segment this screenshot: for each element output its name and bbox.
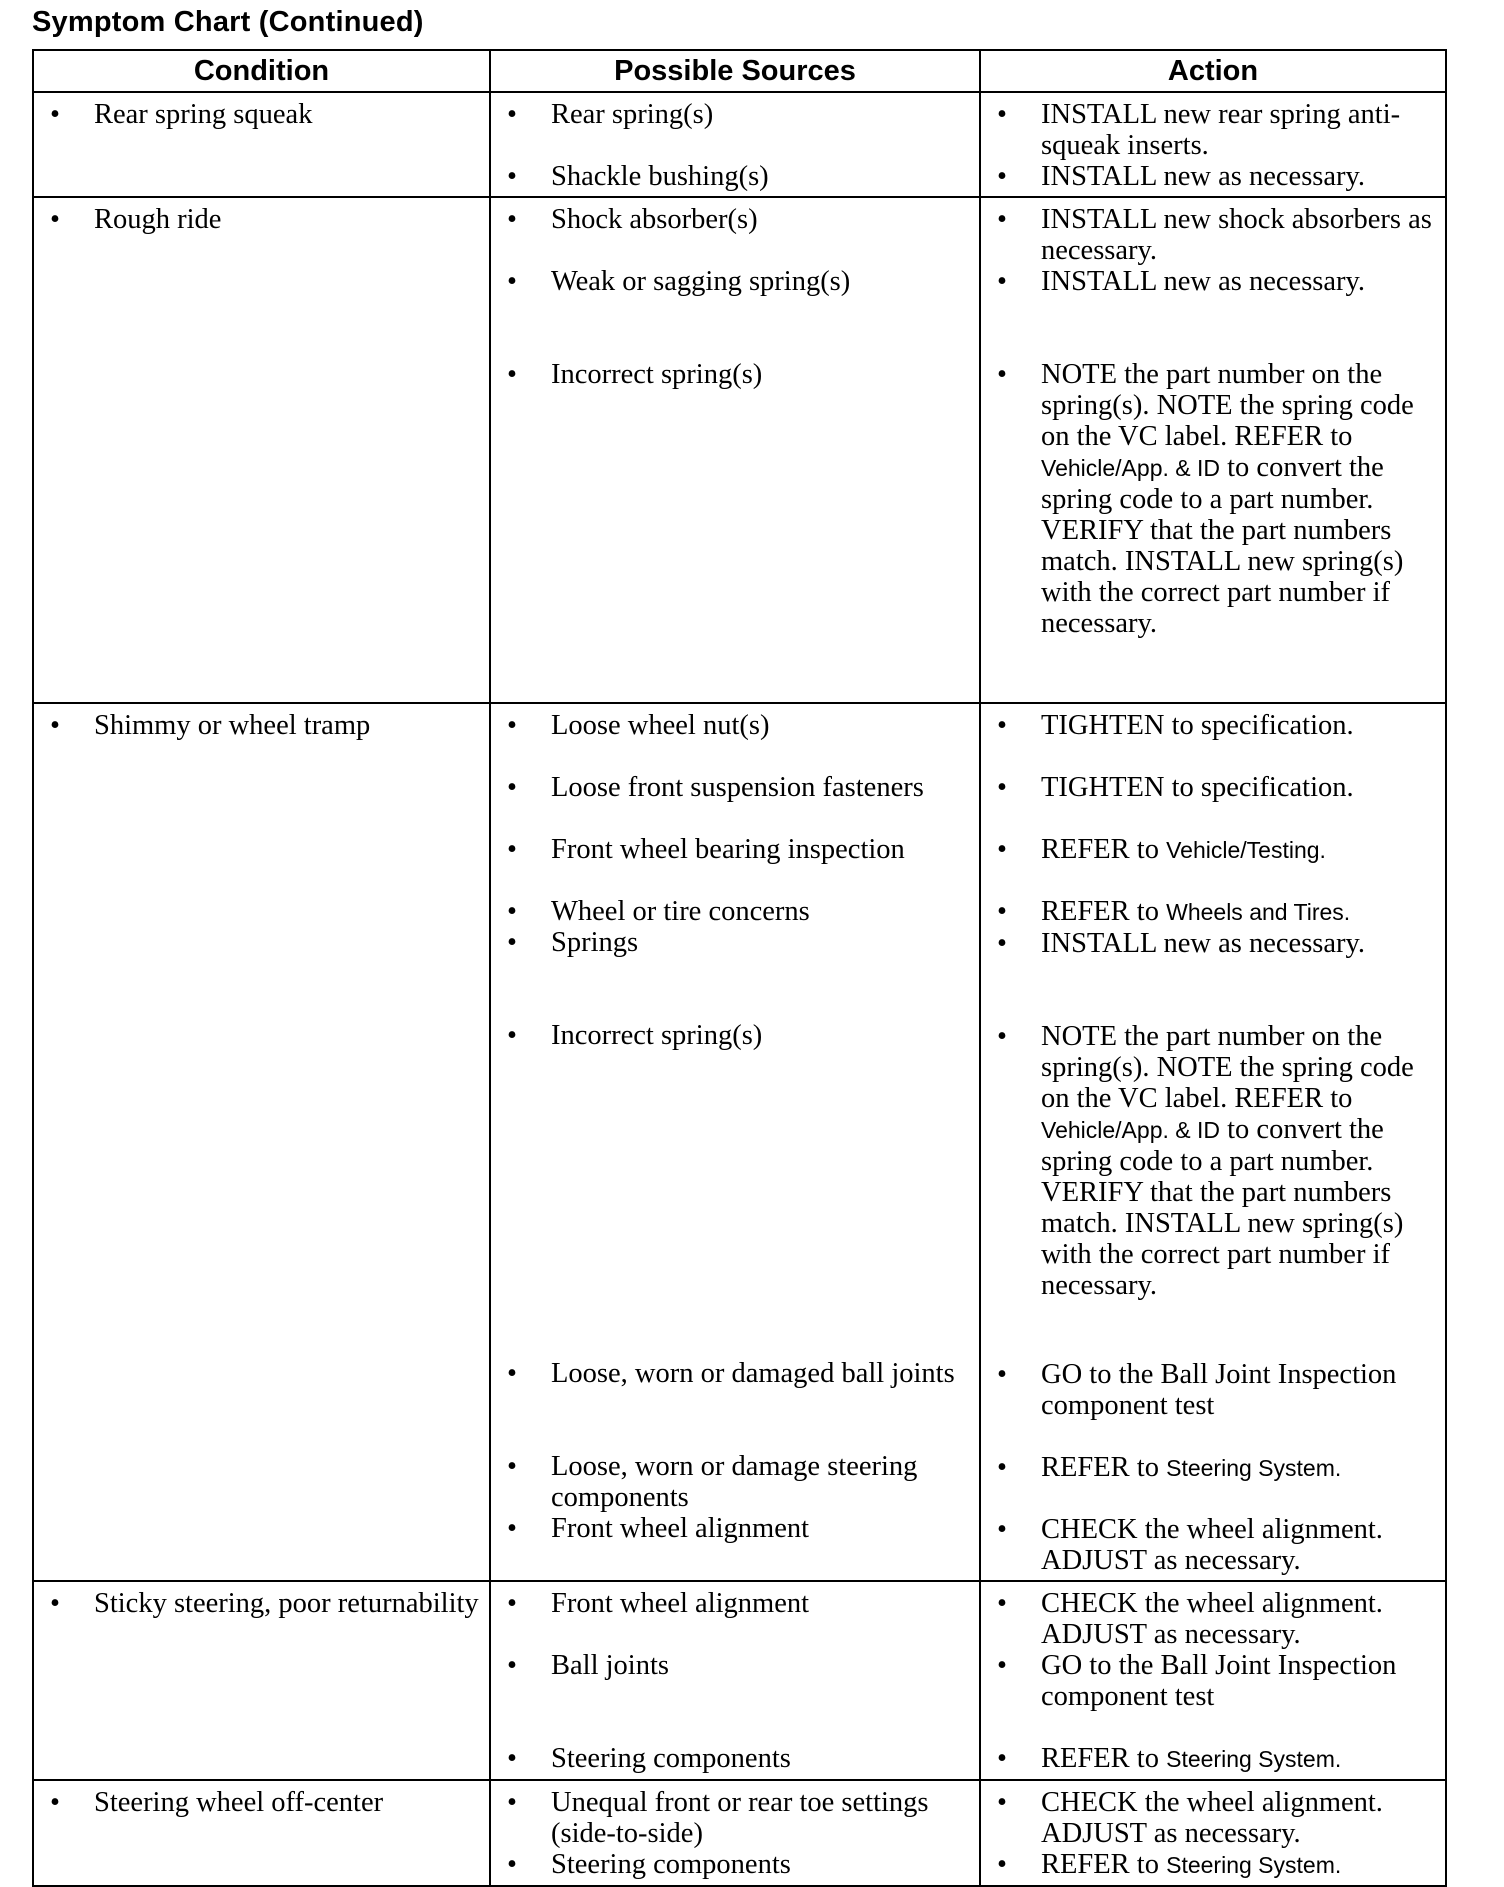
condition-cell: [33, 197, 490, 703]
action-item: • REFER to Steering System.: [997, 1743, 1342, 1774]
condition-item: • Steering wheel off-center: [50, 1787, 384, 1818]
bullet-icon: •: [507, 1650, 517, 1681]
action-item: • INSTALL new as necessary.: [997, 161, 1366, 192]
page-title: Symptom Chart (Continued): [32, 6, 424, 38]
action-cell: [980, 197, 1446, 703]
condition-item: • Rear spring squeak: [50, 99, 313, 130]
action-item: • CHECK the wheel alignment. ADJUST as necessary.: [997, 1514, 1383, 1576]
bullet-icon: •: [507, 834, 517, 865]
action-item: • REFER to Steering System.: [997, 1849, 1342, 1880]
source-item: • Front wheel alignment: [507, 1513, 810, 1544]
action-item: • TIGHTEN to specification.: [997, 710, 1354, 741]
table-row: [33, 703, 1446, 1581]
action-item: • GO to the Ball Joint Inspection component test: [997, 1359, 1397, 1421]
header-row: [33, 50, 1446, 92]
action-item: • GO to the Ball Joint Inspection component test: [997, 1650, 1397, 1712]
bullet-icon: •: [50, 1588, 60, 1619]
source-item: • Loose, worn or damage steering components: [507, 1451, 918, 1513]
source-item: • Steering components: [507, 1743, 791, 1774]
bullet-icon: •: [997, 1021, 1007, 1052]
condition-cell: [33, 1581, 490, 1780]
table-row: [33, 92, 1446, 197]
bullet-icon: •: [50, 99, 60, 130]
cross-reference-link[interactable]: Vehicle/Testing.: [1166, 837, 1326, 863]
action-item: • NOTE the part number on the spring(s). NOTE the spring code on the VC label. REFER to Vehicle/App. & ID to convert the spring code to a part number. VERIFY that the part numbers match. INSTALL new spring(s) with the correct part number if necessary.: [997, 359, 1414, 639]
bullet-icon: •: [997, 204, 1007, 235]
bullet-icon: •: [997, 772, 1007, 803]
source-item: • Loose wheel nut(s): [507, 710, 770, 741]
bullet-icon: •: [507, 1743, 517, 1774]
symptom-chart-table: [32, 49, 1447, 1887]
sources-cell: [490, 92, 980, 197]
column-header-possible-sources: Possible Sources: [490, 50, 980, 92]
bullet-icon: •: [50, 204, 60, 235]
action-item: • NOTE the part number on the spring(s). NOTE the spring code on the VC label. REFER to Vehicle/App. & ID to convert the spring code to a part number. VERIFY that the part numbers match. INSTALL new spring(s) with the correct part number if necessary.: [997, 1021, 1414, 1301]
table-row: [33, 1581, 1446, 1780]
action-item: • CHECK the wheel alignment. ADJUST as necessary.: [997, 1588, 1383, 1650]
source-item: • Weak or sagging spring(s): [507, 266, 851, 297]
source-item: • Front wheel bearing inspection: [507, 834, 905, 865]
bullet-icon: •: [507, 927, 517, 958]
bullet-icon: •: [997, 1359, 1007, 1390]
bullet-icon: •: [997, 896, 1007, 927]
bullet-icon: •: [997, 710, 1007, 741]
bullet-icon: •: [507, 1849, 517, 1880]
condition-cell: [33, 92, 490, 197]
source-item: • Steering components: [507, 1849, 791, 1880]
bullet-icon: •: [507, 359, 517, 390]
bullet-icon: •: [507, 710, 517, 741]
bullet-icon: •: [997, 1650, 1007, 1681]
table-row: [33, 197, 1446, 703]
source-item: • Springs: [507, 927, 639, 958]
action-cell: [980, 1780, 1446, 1886]
condition-item: • Sticky steering, poor returnability: [50, 1588, 479, 1619]
column-header-condition: Condition: [33, 50, 490, 92]
condition-item: • Shimmy or wheel tramp: [50, 710, 371, 741]
cross-reference-link[interactable]: Vehicle/App. & ID: [1041, 455, 1220, 481]
sources-cell: [490, 197, 980, 703]
cross-reference-link[interactable]: Steering System.: [1166, 1455, 1342, 1481]
condition-cell: [33, 1780, 490, 1886]
action-item: • INSTALL new as necessary.: [997, 266, 1366, 297]
bullet-icon: •: [997, 99, 1007, 130]
bullet-icon: •: [507, 772, 517, 803]
bullet-icon: •: [507, 1451, 517, 1482]
table-row: [33, 1780, 1446, 1886]
action-item: • INSTALL new rear spring anti-squeak inserts.: [997, 99, 1401, 161]
bullet-icon: •: [997, 161, 1007, 192]
source-item: • Shock absorber(s): [507, 204, 758, 235]
sources-cell: [490, 1780, 980, 1886]
source-item: • Front wheel alignment: [507, 1588, 810, 1619]
bullet-icon: •: [997, 1514, 1007, 1545]
source-item: • Ball joints: [507, 1650, 669, 1681]
bullet-icon: •: [50, 1787, 60, 1818]
source-item: • Rear spring(s): [507, 99, 714, 130]
source-item: • Wheel or tire concerns: [507, 896, 810, 927]
bullet-icon: •: [507, 1020, 517, 1051]
bullet-icon: •: [507, 204, 517, 235]
source-item: • Incorrect spring(s): [507, 1020, 763, 1051]
cross-reference-link[interactable]: Steering System.: [1166, 1746, 1342, 1772]
action-cell: [980, 1581, 1446, 1780]
bullet-icon: •: [507, 1787, 517, 1818]
condition-item: • Rough ride: [50, 204, 222, 235]
bullet-icon: •: [997, 266, 1007, 297]
cross-reference-link[interactable]: Vehicle/App. & ID: [1041, 1117, 1220, 1143]
source-item: • Loose front suspension fasteners: [507, 772, 924, 803]
action-item: • REFER to Vehicle/Testing.: [997, 834, 1326, 865]
action-item: • INSTALL new as necessary.: [997, 928, 1366, 959]
bullet-icon: •: [507, 1513, 517, 1544]
bullet-icon: •: [997, 1849, 1007, 1880]
action-item: • TIGHTEN to specification.: [997, 772, 1354, 803]
action-cell: [980, 703, 1446, 1581]
action-item: • INSTALL new shock absorbers as necessary.: [997, 204, 1432, 266]
sources-cell: [490, 703, 980, 1581]
bullet-icon: •: [507, 1358, 517, 1389]
bullet-icon: •: [507, 99, 517, 130]
sources-cell: [490, 1581, 980, 1780]
condition-cell: [33, 703, 490, 1581]
bullet-icon: •: [997, 359, 1007, 390]
bullet-icon: •: [997, 1787, 1007, 1818]
bullet-icon: •: [997, 1743, 1007, 1774]
cross-reference-link[interactable]: Steering System.: [1166, 1852, 1342, 1878]
action-item: • REFER to Steering System.: [997, 1452, 1342, 1483]
bullet-icon: •: [997, 1588, 1007, 1619]
bullet-icon: •: [997, 1452, 1007, 1483]
column-header-action: Action: [980, 50, 1446, 92]
bullet-icon: •: [507, 266, 517, 297]
action-item: • CHECK the wheel alignment. ADJUST as necessary.: [997, 1787, 1383, 1849]
bullet-icon: •: [997, 834, 1007, 865]
action-cell: [980, 92, 1446, 197]
bullet-icon: •: [50, 710, 60, 741]
source-item: • Shackle bushing(s): [507, 161, 769, 192]
source-item: • Loose, worn or damaged ball joints: [507, 1358, 955, 1389]
bullet-icon: •: [507, 1588, 517, 1619]
bullet-icon: •: [997, 928, 1007, 959]
cross-reference-link[interactable]: Wheels and Tires.: [1166, 899, 1351, 925]
bullet-icon: •: [507, 896, 517, 927]
bullet-icon: •: [507, 161, 517, 192]
source-item: • Unequal front or rear toe settings (side-to-side): [507, 1787, 929, 1849]
source-item: • Incorrect spring(s): [507, 359, 763, 390]
action-item: • REFER to Wheels and Tires.: [997, 896, 1351, 927]
